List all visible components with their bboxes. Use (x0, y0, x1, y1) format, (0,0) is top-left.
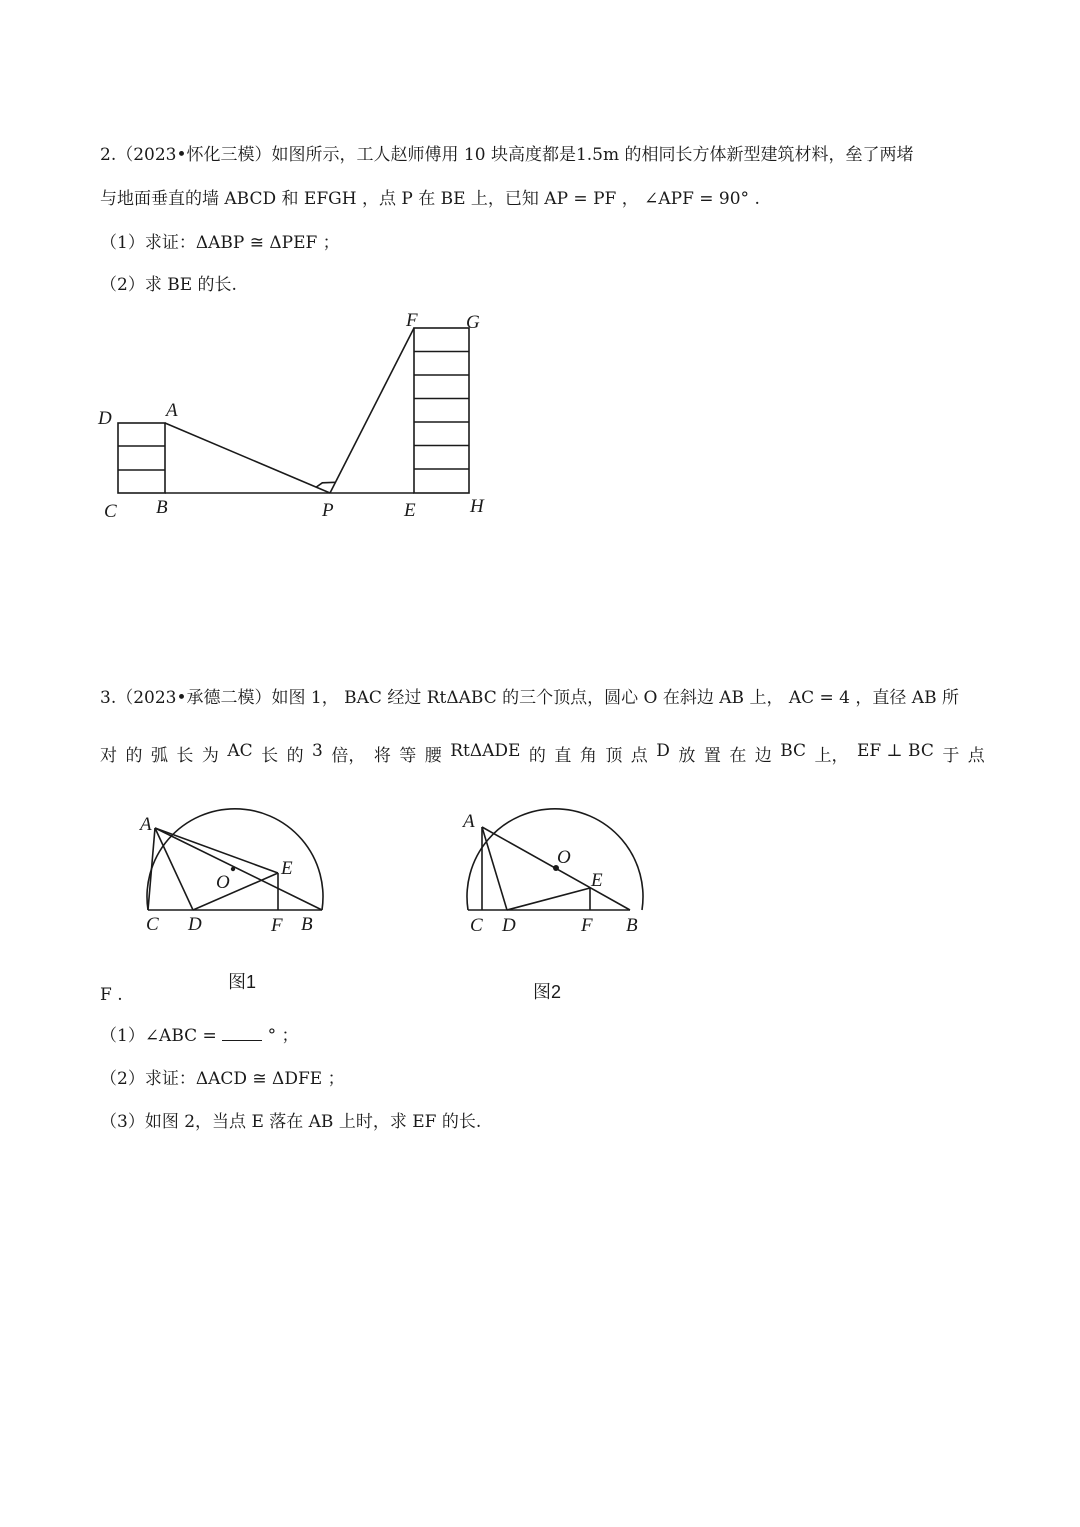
fig2-label-c: C (470, 915, 483, 936)
word: 点 (967, 746, 985, 766)
label-a: A (166, 400, 178, 421)
fig1-label-o: O (216, 872, 230, 893)
p3-question-1 (100, 1021, 299, 1046)
word: BC (780, 741, 807, 761)
arc-bac (147, 809, 323, 910)
word: 在 (729, 746, 747, 766)
word: 角 (579, 746, 597, 766)
p2-line-1: 2.（2023•怀化三模）如图所示，工人赵师傅用 10 块高度都是1.5m 的相同长方体新型建筑材料，垒了两堵 (100, 145, 914, 165)
word: 对 (100, 746, 117, 766)
word: 长 (176, 746, 194, 766)
circle-figure-2 (440, 770, 680, 945)
word: 弧 (150, 746, 168, 766)
word: 置 (703, 746, 721, 766)
label-c: C (104, 501, 117, 522)
word: 上， (814, 746, 849, 766)
segment-ac (148, 828, 155, 910)
word: D (656, 741, 670, 761)
segment-de (193, 873, 278, 910)
label-f: F (406, 310, 418, 331)
fig2-label-b: B (626, 915, 638, 936)
label-h: H (470, 496, 484, 517)
fig2-label-o: O (557, 847, 571, 868)
fig2-label-f: F (581, 915, 593, 936)
fig2-label-e: E (591, 870, 603, 891)
word: 将 (373, 746, 391, 766)
fig1-label-d: D (188, 914, 202, 935)
fig1-label-b: B (301, 914, 313, 935)
word: RtΔADE (450, 741, 521, 761)
fig1-label-a: A (140, 814, 152, 835)
word: 3 (312, 741, 323, 761)
fig1-caption: 图1 (228, 972, 257, 992)
label-p: P (322, 500, 334, 521)
segment-ab (155, 828, 322, 910)
word: 于 (942, 746, 960, 766)
word: 的 (286, 746, 304, 766)
circle-figure-1 (120, 770, 360, 945)
p3-line-2 (100, 741, 985, 766)
segment-de (507, 888, 590, 910)
label-g: G (466, 312, 480, 333)
label-d: D (98, 408, 112, 429)
fig1-label-f: F (271, 915, 283, 936)
fig2-label-d: D (502, 915, 516, 936)
word: 顶 (605, 746, 623, 766)
word: EF ⊥ BC (857, 741, 934, 761)
wall-figure (0, 300, 560, 540)
word: 等 (399, 746, 417, 766)
center-point-o (231, 867, 235, 871)
label-b: B (156, 497, 168, 518)
word: 点 (630, 746, 648, 766)
word: 直 (554, 746, 572, 766)
arc-bac (467, 809, 643, 910)
p3-line-3: F . (100, 985, 123, 1005)
q1-suffix: ° ； (262, 1026, 299, 1046)
word: 长 (261, 746, 279, 766)
word: 为 (201, 746, 219, 766)
word: AC (227, 741, 253, 761)
p3-question-3: （3）如图 2，当点 E 落在 AB 上时，求 EF 的长. (100, 1112, 482, 1132)
word: 倍， (331, 746, 366, 766)
fig2-label-a: A (463, 811, 475, 832)
p2-question-2: （2）求 BE 的长. (100, 275, 237, 295)
p3-question-2: （2）求证：ΔACD ≅ ΔDFE ； (100, 1069, 345, 1089)
answer-blank[interactable] (222, 1026, 262, 1041)
wall-abcd (118, 423, 165, 493)
fig1-label-c: C (146, 914, 159, 935)
q1-prefix: （1）∠ABC = (100, 1026, 223, 1046)
word: 边 (754, 746, 772, 766)
label-e: E (404, 500, 416, 521)
word: 的 (528, 746, 546, 766)
fig2-caption: 图2 (533, 982, 562, 1002)
p3-line-1: 3.（2023•承德二模）如图 1， BAC 经过 RtΔABC 的三个顶点，圆心 O 在斜边 AB 上， AC = 4 ，直径 AB 所 (100, 688, 959, 708)
segment-pf (330, 328, 414, 493)
word: 腰 (424, 746, 442, 766)
p2-question-1: （1）求证：ΔABP ≅ ΔPEF ； (100, 233, 340, 253)
word: 放 (678, 746, 696, 766)
fig1-label-e: E (281, 858, 293, 879)
p2-line-2: 与地面垂直的墙 ABCD 和 EFGH ，点 P 在 BE 上，已知 AP = PF ， ∠APF = 90° . (100, 189, 760, 209)
word: 的 (125, 746, 143, 766)
segment-ap (165, 423, 330, 493)
